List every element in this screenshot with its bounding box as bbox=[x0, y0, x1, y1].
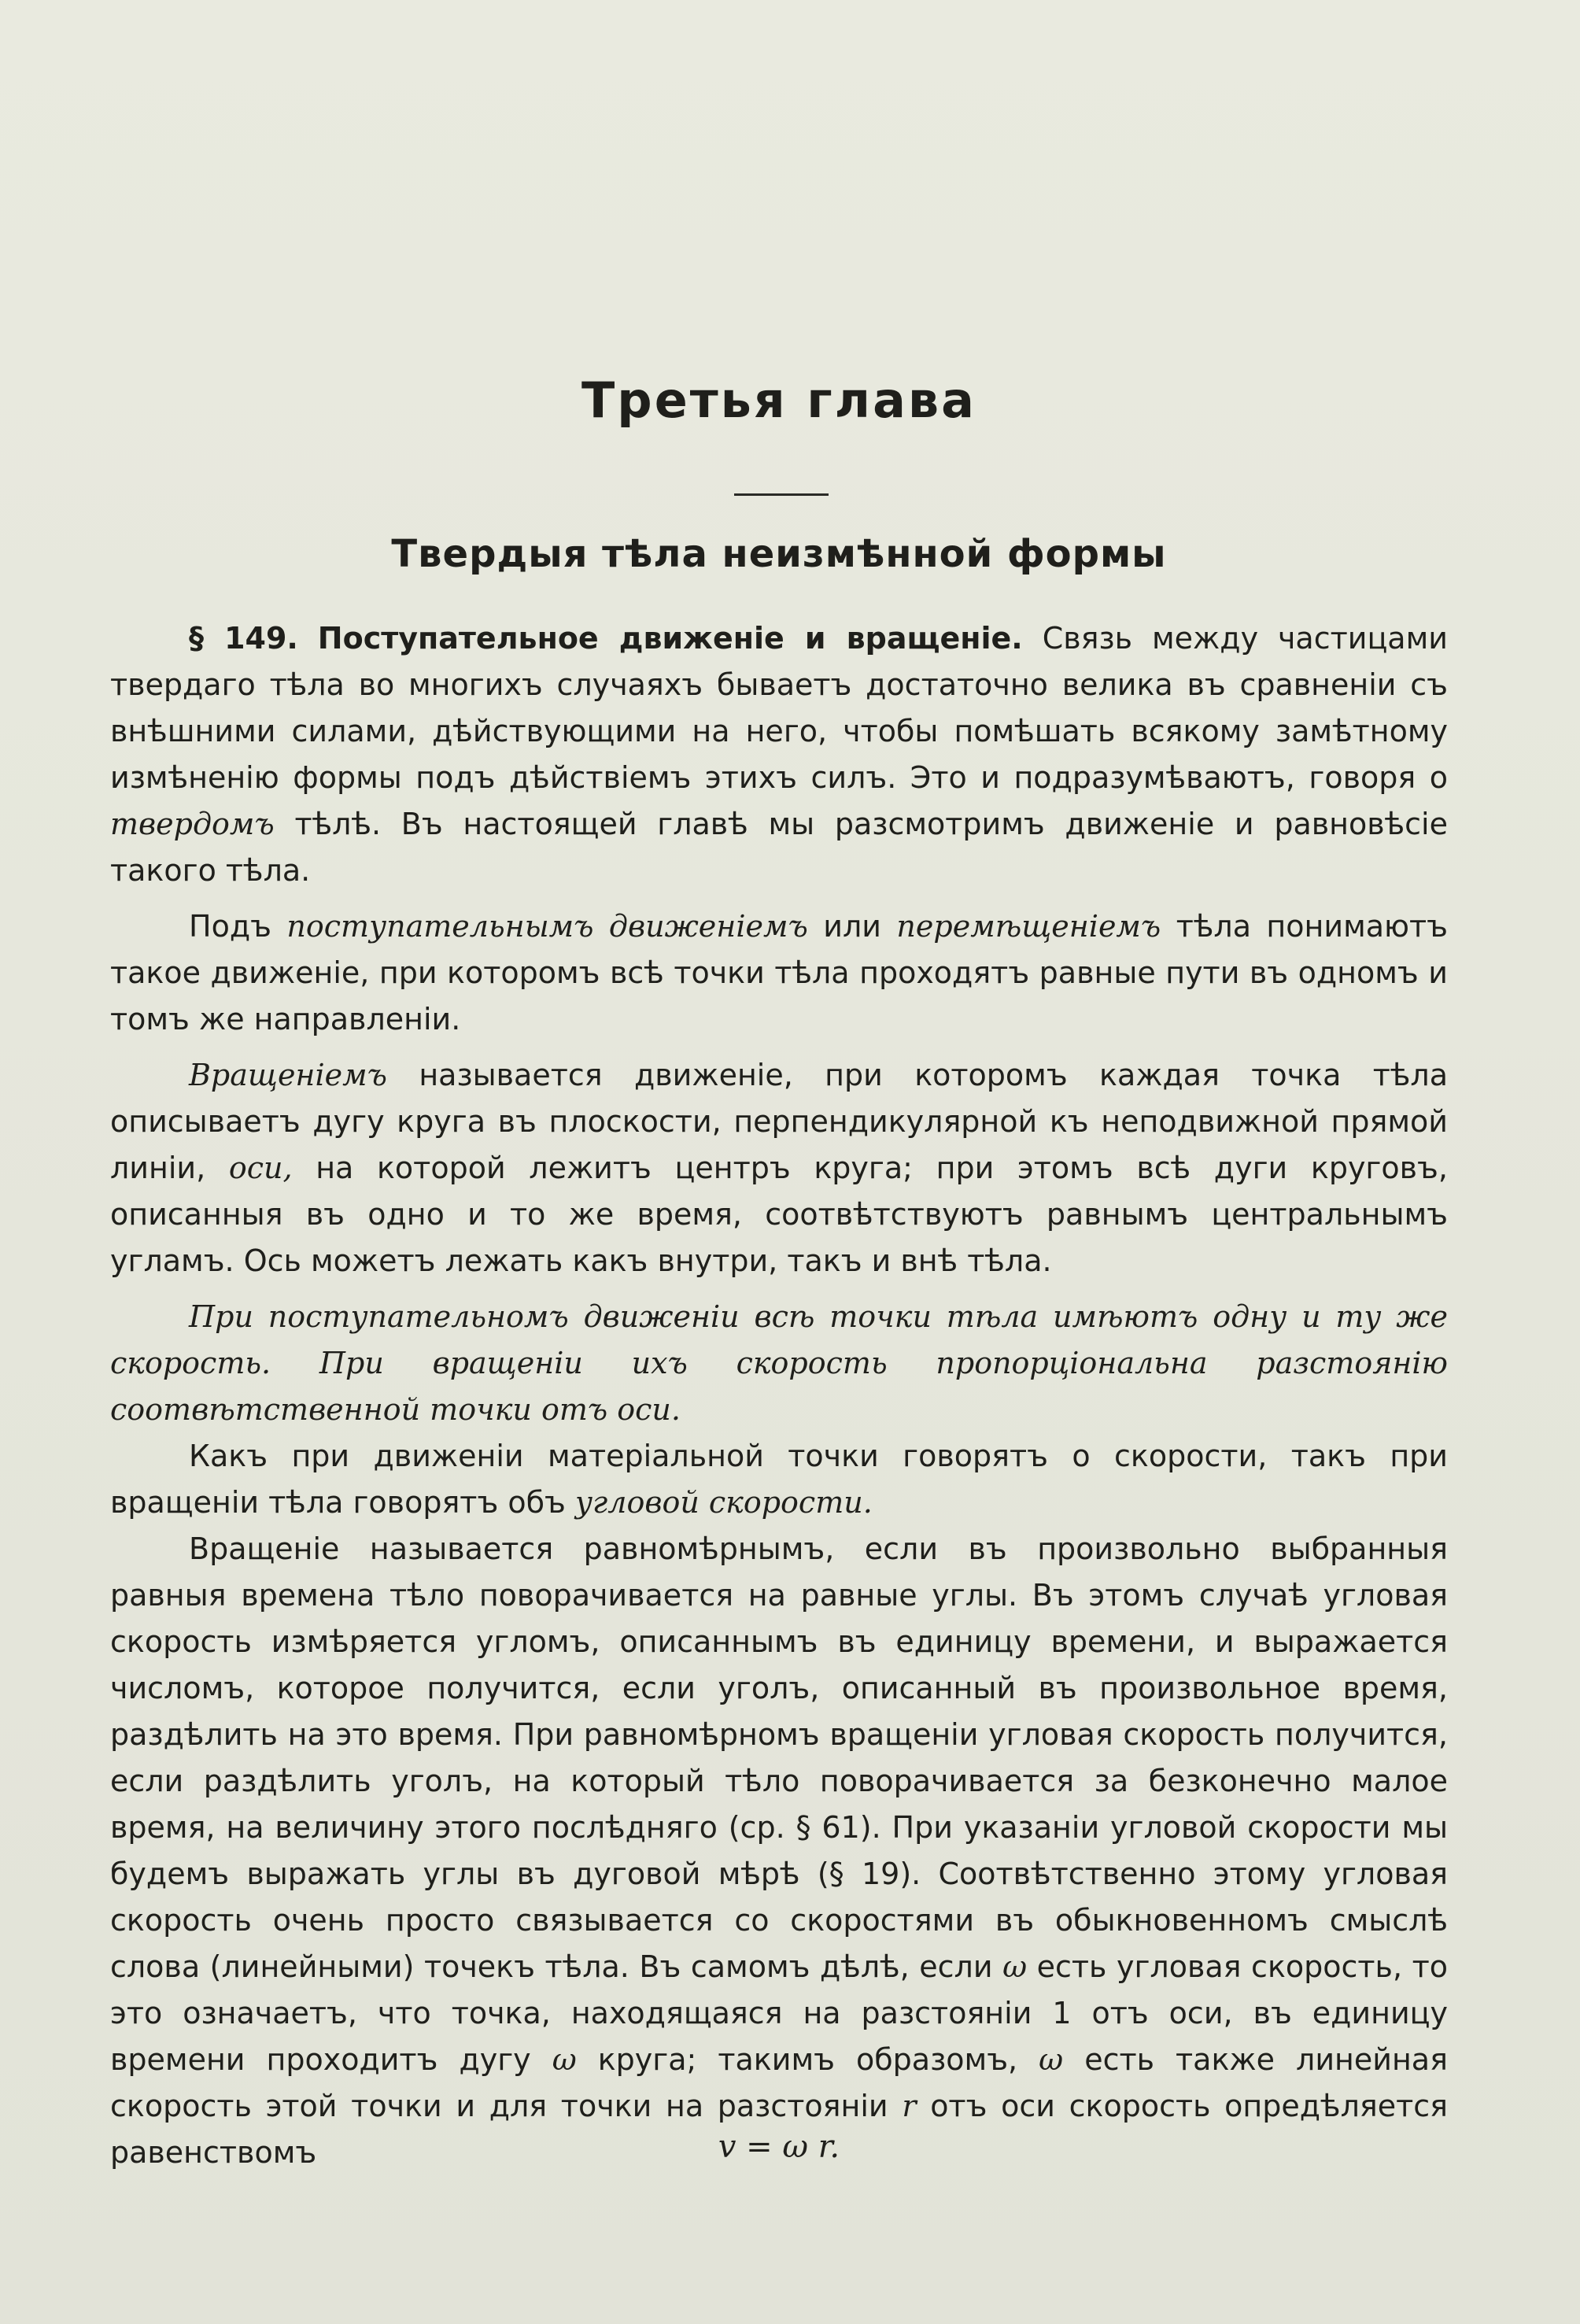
paragraph-2 bbox=[110, 903, 1448, 1043]
paragraph-text: круга; такимъ образомъ, bbox=[597, 2042, 1018, 2077]
paragraph-4 bbox=[110, 1294, 1448, 1433]
paragraph-text: на которой лежитъ центръ круга; при этомъ всѣ дуги круговъ, описанныя въ одно и то же время, соотвѣтствуютъ равнымъ центральнымъ угламъ. Ось можетъ лежать какъ внутри, такъ и внѣ тѣла. bbox=[110, 1151, 1448, 1278]
section-number: § 149. bbox=[189, 621, 298, 656]
omega-symbol: ω bbox=[1002, 1949, 1028, 1984]
italic-term: угловой скорости. bbox=[575, 1485, 873, 1520]
omega-symbol: ω bbox=[552, 2042, 577, 2077]
title-rule bbox=[734, 493, 829, 496]
paragraph-6 bbox=[110, 1526, 1448, 2176]
paragraph-text: есть также линейная скорость этой точки и для точки на разстоянiи bbox=[110, 2042, 1448, 2123]
formula: v = ω r. bbox=[718, 2129, 840, 2165]
paragraph-text: тѣлѣ. Въ настоящей главѣ мы разсмотримъ движенiе и равновѣсiе такого тѣла. bbox=[110, 807, 1448, 888]
paragraph-5 bbox=[110, 1433, 1448, 1526]
italic-term: поступательнымъ движенiемъ bbox=[286, 909, 808, 944]
section-title: Поступательное движенiе и вращенiе. bbox=[317, 621, 1023, 656]
paragraph-3 bbox=[110, 1052, 1448, 1284]
paragraph-text: есть угловая скорость, то это означаетъ, что точка, находящаяся на разстоянiи 1 отъ оси, въ единицу времени проходитъ дугу bbox=[110, 1949, 1448, 2077]
paragraph-text: или bbox=[823, 909, 881, 944]
italic-term: оси, bbox=[228, 1151, 293, 1185]
chapter-title: Третья глава bbox=[581, 371, 976, 429]
paragraph-text: называется движенiе, при которомъ каждая точка тѣла описываетъ дугу круга въ плоскости, перпендикулярной къ неподвижной прямой линiи, bbox=[110, 1058, 1448, 1185]
italic-term: Вращенiемъ bbox=[189, 1058, 387, 1092]
italic-term: твердомъ bbox=[110, 807, 275, 841]
italic-statement: При поступательномъ движенiи всѣ точки тѣла имѣютъ одну и ту же скорость. При вращенiи ихъ скорость пропорцiональна разстоянiю соотвѣтственной точки отъ оси. bbox=[110, 1299, 1448, 1427]
paragraph-text: тѣла понимаютъ такое движенiе, при которомъ всѣ точки тѣла проходятъ равные пути въ одномъ и томъ же направленiи. bbox=[110, 909, 1448, 1036]
r-symbol: r bbox=[902, 2089, 917, 2123]
paragraph-text: Вращенiе называется равномѣрнымъ, если въ произвольно выбранныя равныя времена тѣло поворачивается на равные углы. Въ этомъ случаѣ угловая скорость измѣряется угломъ, описаннымъ въ единицу времени, и выражается числомъ, которое получится, если уголъ, описанный въ произвольное время, раздѣлить на это время. При равномѣрномъ вращенiи угловая скорость получится, если раздѣлить уголъ, на который тѣло поворачивается за безконечно малое время, на величину этого послѣдняго (ср. § 61). При указанiи угловой скорости мы будемъ выражать углы въ дуговой мѣрѣ (§ 19). Соотвѣтственно этому угловая скорость очень просто связывается со скоростями въ обыкновенномъ смыслѣ слова (линейными) точекъ тѣла. Въ самомъ дѣлѣ, если bbox=[110, 1531, 1448, 1984]
paragraph-1 bbox=[110, 615, 1448, 894]
paragraph-text: Какъ при движенiи матерiальной точки говорятъ о скорости, такъ при вращенiи тѣла говорятъ объ bbox=[110, 1439, 1448, 1520]
italic-term: перемѣщенiемъ bbox=[896, 909, 1161, 944]
section-heading: Твердыя тѣла неизмѣнной формы bbox=[391, 532, 1167, 576]
body-text bbox=[110, 615, 1448, 2176]
paragraph-text: отъ оси скорость опредѣляется равенствомъ bbox=[110, 2089, 1448, 2170]
omega-symbol: ω bbox=[1039, 2042, 1064, 2077]
paragraph-text: Связь между частицами твердаго тѣла во многихъ случаяхъ бываетъ достаточно велика въ сравненiи съ внѣшними силами, дѣйствующими на него, чтобы помѣшать всякому замѣтному измѣненiю формы подъ дѣйствiемъ этихъ силъ. Это и подразумѣваютъ, говоря о bbox=[110, 621, 1448, 795]
paragraph-text: Подъ bbox=[189, 909, 271, 944]
